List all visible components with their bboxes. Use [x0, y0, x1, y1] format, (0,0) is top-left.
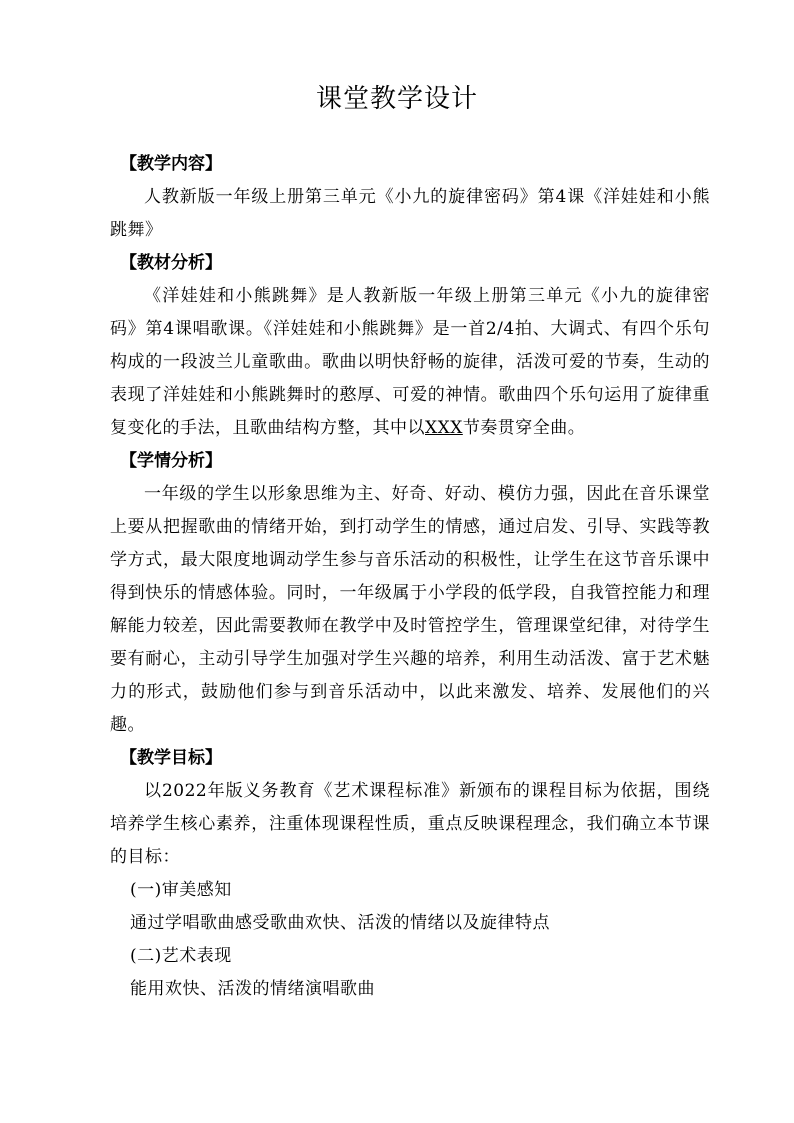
material-text-after: 节奏贯穿全曲。 [462, 418, 586, 438]
section-text-goals: 以2022年版义务教育《艺术课程标准》新颁布的课程目标为依据，围绕培养学生核心素养，注重体现课程性质，重点反映课程理念，我们确立本节课的目标： [110, 781, 710, 867]
rhythm-pattern-underlined: XXX [425, 418, 463, 438]
section-heading-material: 【教材分析】 [120, 253, 222, 273]
section-heading-learners: 【学情分析】 [120, 451, 222, 471]
goal-text-performance: 能用欢快、活泼的情绪演唱歌曲 [130, 979, 375, 999]
goal-subheading-aesthetic: (一)审美感知 [130, 880, 232, 900]
document-body [110, 148, 710, 1006]
section-text-content: 人教新版一年级上册第三单元《小九的旋律密码》第4课《洋娃娃和小熊跳舞》 [110, 187, 710, 240]
section-text-material [110, 280, 710, 445]
goal-subheading-performance: (二)艺术表现 [130, 946, 232, 966]
section-heading-goals: 【教学目标】 [120, 748, 222, 768]
page-title: 课堂教学设计 [315, 84, 478, 114]
section-text-learners: 一年级的学生以形象思维为主、好奇、好动、模仿力强，因此在音乐课堂上要从把握歌曲的情绪开始，到打动学生的情感，通过启发、引导、实践等教学方式，最大限度地调动学生参与音乐活动的积极性，让学生在这节音乐课中得到快乐的情感体验。同时，一年级属于小学段的低学段，自我管控能力和理解能力较差，因此需要教师在教学中及时管控学生，管理课堂纪律，对待学生要有耐心，主动引导学生加强对学生兴趣的培养，利用生动活泼、富于艺术魅力的形式，鼓励他们参与到音乐活动中，以此来激发、培养、发展他们的兴趣。 [110, 484, 710, 735]
goal-text-aesthetic: 通过学唱歌曲感受歌曲欢快、活泼的情绪以及旋律特点 [130, 913, 550, 933]
material-text-before: 《洋娃娃和小熊跳舞》是人教新版一年级上册第三单元《小九的旋律密码》第4课唱歌课。《洋娃娃和小熊跳舞》是一首2/4拍、大调式、有四个乐句构成的一段波兰儿童歌曲。歌曲以明快舒畅的旋律，活泼可爱的节奏，生动的表现了洋娃娃和小熊跳舞时的憨厚、可爱的神情。歌曲四个乐句运用了旋律重复变化的手法，且歌曲结构方整，其中以 [110, 286, 710, 438]
section-heading-content: 【教学内容】 [120, 154, 222, 174]
